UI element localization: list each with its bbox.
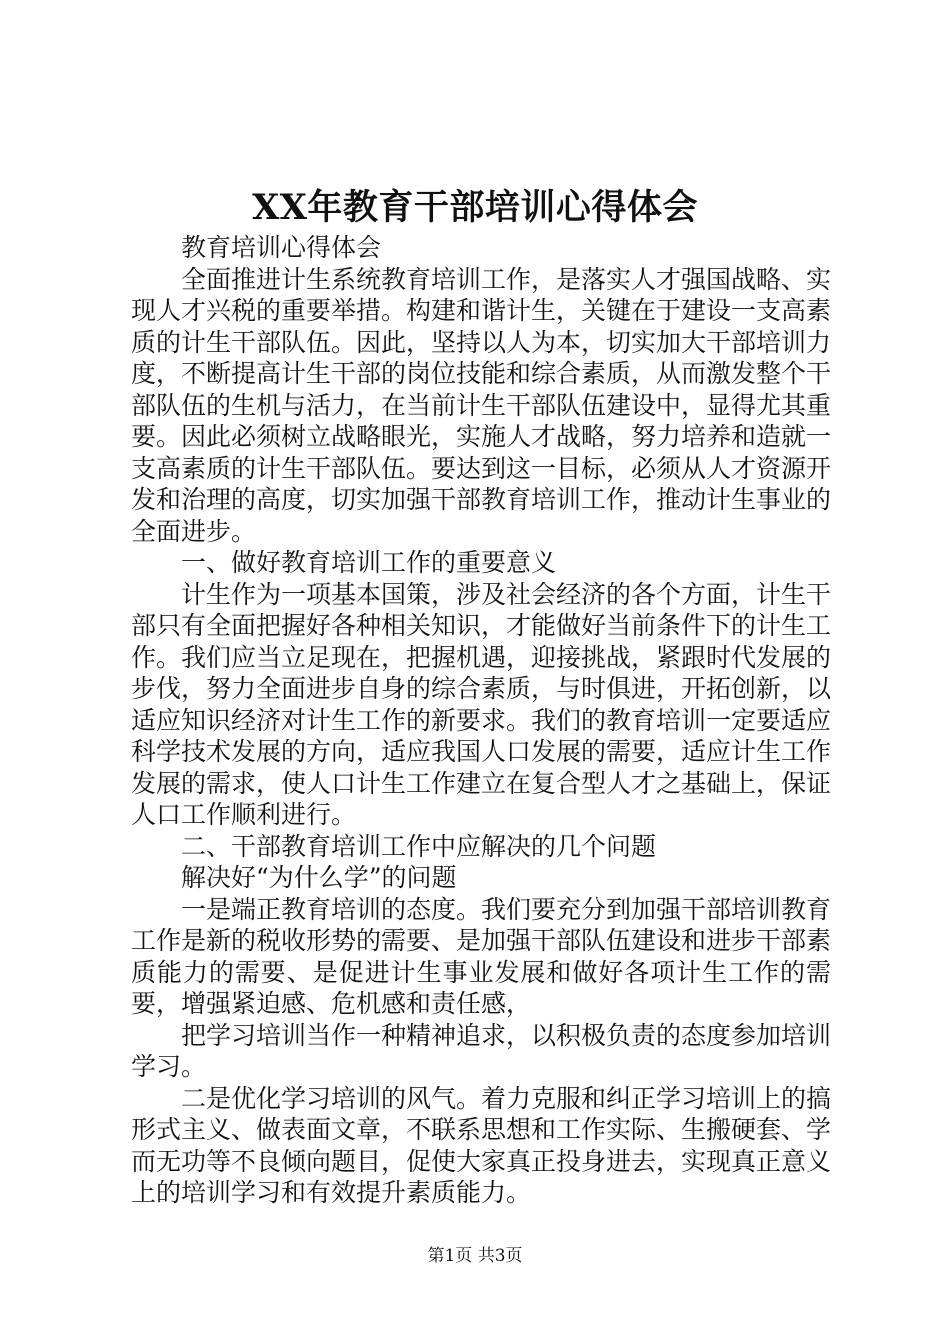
paragraph: 计生作为一项基本国策，涉及社会经济的各个方面，计生干部只有全面把握好各种相关知识，才能做好当前条件下的计生工作。我们应当立足现在，把握机遇，迎接挑战，紧跟时代发展的步伐，努力全面进步自身的综合素质，与时俱进，开拓创新，以适应知识经济对计生工作的新要求。我们的教育培训一定要适应科学技术发展的方向，适应我国人口发展的需要，适应计生工作发展的需求，使人口计生工作建立在复合型人才之基础上，保证人口工作顺利进行。 <box>131 579 832 829</box>
section-heading: 二、干部教育培训工作中应解决的几个问题 <box>181 831 657 861</box>
document-body <box>131 232 831 1209</box>
document-title: XX年教育干部培训心得体会 <box>252 187 698 228</box>
page-footer: 第1页 共3页 <box>427 1246 523 1266</box>
subsection-heading: 解决好“为什么学”的问题 <box>181 863 457 892</box>
paragraph: 教育培训心得体会 <box>181 233 382 262</box>
paragraph: 一是端正教育培训的态度。我们要充分到加强干部培训教育工作是新的税收形势的需要、是加强干部队伍建设和进步干部素质能力的需要、是促进计生事业发展和做好各项计生工作的需要，增强紧迫感、危机感和责任感， <box>131 894 832 1018</box>
paragraph: 把学习培训当作一种精神追求，以积极负责的态度参加培训学习。 <box>131 1020 832 1081</box>
section-heading: 一、做好教育培训工作的重要意义 <box>181 548 557 577</box>
paragraph: 二是优化学习培训的风气。着力克服和纠正学习培训上的搞形式主义、做表面文章，不联系思想和工作实际、生搬硬套、学而无功等不良倾向题目，促使大家真正投身进去，实现真正意义上的培训学习和有效提升素质能力。 <box>131 1083 832 1207</box>
paragraph: 全面推进计生系统教育培训工作，是落实人才强国战略、实现人才兴税的重要举措。构建和谐计生，关键在于建设一支高素质的计生干部队伍。因此，坚持以人为本，切实加大干部培训力度，不断提高计生干部的岗位技能和综合素质，从而激发整个干部队伍的生机与活力，在当前计生干部队伍建设中，显得尤其重要。因此必须树立战略眼光，实施人才战略，努力培养和造就一支高素质的计生干部队伍。要达到这一目标，必须从人才资源开发和治理的高度，切实加强干部教育培训工作，推动计生事业的全面进步。 <box>131 264 832 546</box>
